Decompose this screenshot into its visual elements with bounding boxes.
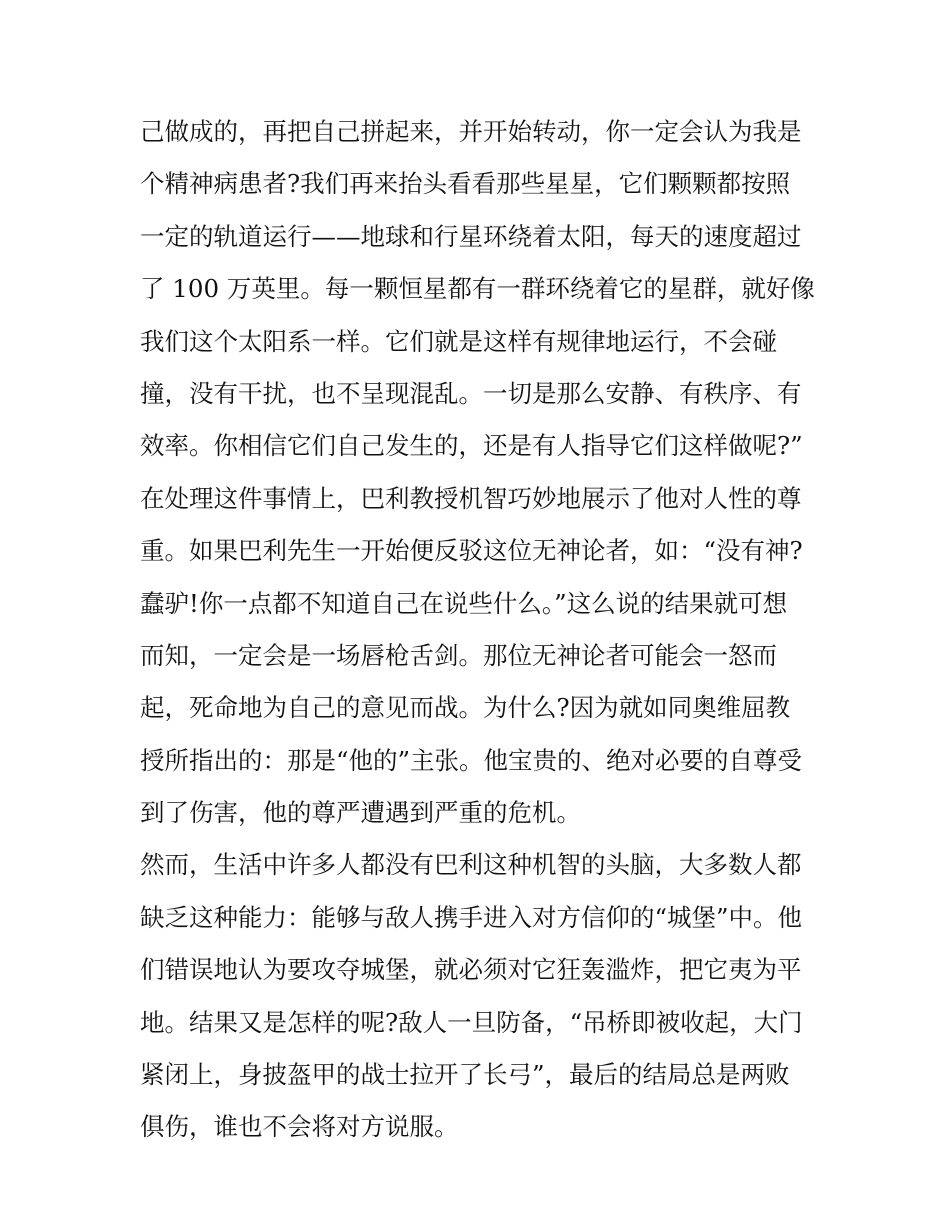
text-line: 蠢驴!你一点都不知道自己在说些什么。”这么说的结果就可想 xyxy=(140,588,788,618)
text-line: 效率。你相信它们自己发生的，还是有人指导它们这样做呢?” xyxy=(140,431,803,461)
text-line: 们错误地认为要攻夺城堡，就必须对它狂轰滥炸，把它夷为平 xyxy=(140,955,802,985)
text-line: 重。如果巴利先生一开始便反驳这位无神论者，如：“没有神? xyxy=(140,536,803,566)
text-line: 我们这个太阳系一样。它们就是这样有规律地运行，不会碰 xyxy=(140,326,777,356)
text-line: 起，死命地为自己的意见而战。为什么?因为就如同奥维屈教 xyxy=(140,693,791,723)
text-line: 然而，生活中许多人都没有巴利这种机智的头脑，大多数人都 xyxy=(140,850,802,880)
text-line: 俱伤，谁也不会将对方说服。 xyxy=(140,1112,459,1142)
text-line: 到了伤害，他的尊严遭遇到严重的危机。 xyxy=(140,798,581,828)
text-line: 而知，一定会是一场唇枪舌剑。那位无神论者可能会一怒而 xyxy=(140,640,777,670)
text-line: 在处理这件事情上，巴利教授机智巧妙地展示了他对人性的尊 xyxy=(140,483,802,513)
text-line: 紧闭上，身披盔甲的战士拉开了长弓”，最后的结局总是两败 xyxy=(140,1060,790,1090)
text-line: 撞，没有干扰，也不呈现混乱。一切是那么安静、有秩序、有 xyxy=(140,378,802,408)
text-line: 授所指出的：那是“他的”主张。他宝贵的、绝对必要的自尊受 xyxy=(140,745,803,775)
text-line: 地。结果又是怎样的呢?敌人一旦防备，“吊桥即被收起，大门 xyxy=(140,1007,803,1037)
body-text xyxy=(140,106,820,1154)
text-line: 了 100 万英里。每一颗恒星都有一群环绕着它的星群，就好像 xyxy=(140,274,815,304)
text-line: 己做成的，再把自己拼起来，并开始转动，你一定会认为我是 xyxy=(140,117,802,146)
text-line: 缺乏这种能力：能够与敌人携手进入对方信仰的“城堡”中。他 xyxy=(140,902,803,932)
text-line: 一定的轨道运行——地球和行星环绕着太阳，每天的速度超过 xyxy=(140,221,802,251)
text-line: 个精神病患者?我们再来抬头看看那些星星，它们颗颗都按照 xyxy=(140,169,791,199)
